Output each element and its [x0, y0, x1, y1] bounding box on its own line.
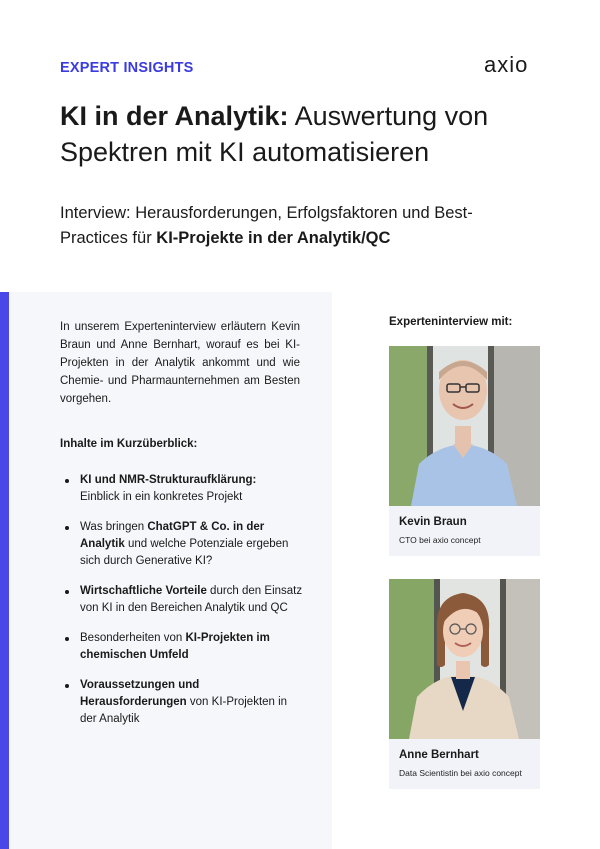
- bullet-icon: [65, 590, 69, 594]
- subtitle-text: Interview: Herausforderungen, Erfolgsfaktoren und Best-Practices für: [60, 204, 473, 247]
- expert-card: [389, 579, 540, 789]
- section-kicker: EXPERT INSIGHTS: [60, 60, 194, 76]
- toc-item-text: und welche Potenziale ergeben sich durch Generative KI?: [80, 538, 289, 567]
- bullet-icon: [65, 637, 69, 641]
- toc-item: [60, 583, 305, 617]
- expert-photo: [389, 579, 540, 739]
- toc-item: [60, 472, 305, 506]
- toc-item-text: von KI-Projekten in der Analytik: [80, 696, 288, 725]
- toc-list: [60, 472, 305, 741]
- axio-logo: [484, 52, 544, 76]
- toc-item: [60, 519, 305, 570]
- toc-item-bold: ChatGPT & Co. in der Analytik: [80, 521, 265, 550]
- bullet-icon: [65, 526, 69, 530]
- toc-item: [60, 630, 305, 664]
- title-bold: KI in der Analytik:: [60, 101, 289, 131]
- expert-role: CTO bei axio concept: [399, 535, 481, 545]
- toc-item-bold: KI-Projekten im chemischen Umfeld: [80, 632, 270, 661]
- toc-heading: Inhalte im Kurzüberblick:: [60, 438, 198, 450]
- intro-paragraph: In unserem Experteninterview erläutern Kevin Braun und Anne Bernhart, worauf es bei KI-Projekten in der Analytik ankommt und wie Chemie- und Pharmaunternehmen am Besten vorgehen.: [60, 321, 300, 405]
- toc-item-text: Einblick in ein konkretes Projekt: [80, 491, 243, 503]
- toc-item-bold: Voraussetzungen und Herausforderungen: [80, 679, 200, 708]
- expert-photo: [389, 346, 540, 506]
- toc-item-text: Was bringen: [80, 521, 148, 533]
- accent-bar: [0, 292, 9, 849]
- expert-name: Kevin Braun: [399, 516, 467, 528]
- expert-role: Data Scientistin bei axio concept: [399, 768, 522, 778]
- toc-item-bold: Wirtschaftliche Vorteile: [80, 585, 207, 597]
- bullet-icon: [65, 479, 69, 483]
- page-subtitle: [60, 201, 540, 251]
- toc-item-text: durch den Einsatz von KI in den Bereichen Analytik und QC: [80, 585, 303, 614]
- toc-item: [60, 677, 305, 728]
- bullet-icon: [65, 684, 69, 688]
- expert-card: [389, 346, 540, 556]
- page-title: [60, 98, 560, 170]
- experts-heading: Experteninterview mit:: [389, 316, 513, 328]
- logo-wordmark: axio: [484, 52, 529, 76]
- subtitle-bold: KI-Projekte in der Analytik/QC: [156, 229, 391, 247]
- expert-name: Anne Bernhart: [399, 749, 479, 761]
- title-rest: Auswertung von Spektren mit KI automatisieren: [60, 101, 489, 167]
- toc-item-text: Besonderheiten von: [80, 632, 186, 644]
- toc-item-bold: KI und NMR-Strukturaufklärung:: [80, 474, 257, 486]
